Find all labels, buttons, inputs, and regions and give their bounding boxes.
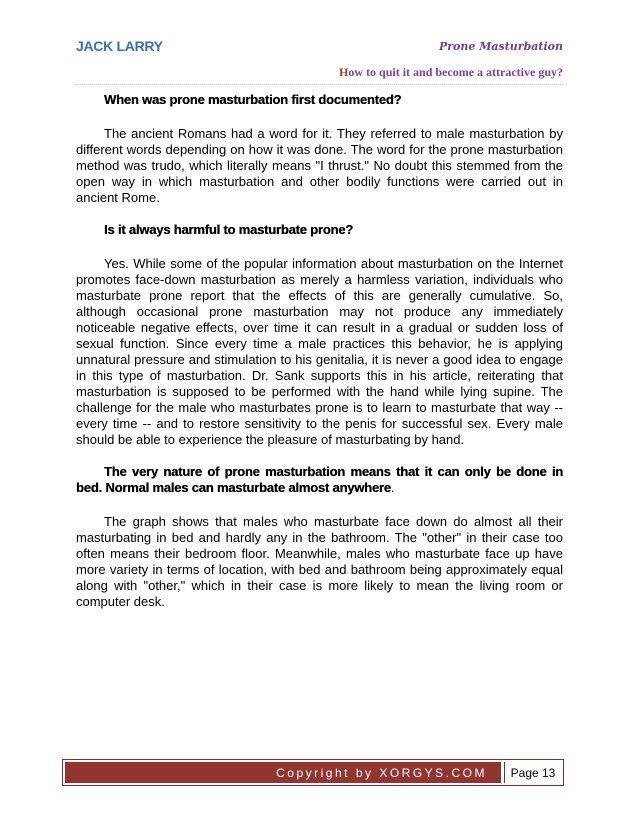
page-number: Page 13 <box>504 762 561 783</box>
header-divider <box>76 84 563 85</box>
section-heading-3 <box>76 464 563 496</box>
page-body <box>76 92 563 626</box>
copyright-banner: Copyright by XORGYS.COM <box>65 762 501 783</box>
book-tagline <box>339 65 563 80</box>
tagline-initial: H <box>339 65 349 79</box>
section-heading-3-text: The very nature of prone masturbation means that it can only be done in bed. Normal males can masturbate almost anywhere <box>76 464 563 495</box>
book-title: Prone Masturbation <box>438 40 563 53</box>
section-paragraph-2: Yes. While some of the popular information about masturbation on the Internet promotes face-down masturbation as merely a harmless variation, individuals who masturbate prone report that the effects of this are generally cumulative. So, although occasional prone masturbation may not produce any immediately noticeable negative effects, over time it can result in a gradual or sudden loss of sexual function. Since every time a male practices this behavior, he is applying unnatural pressure and stimulation to his genitalia, it is never a good idea to engage in this type of masturbation. Dr. Sank supports this in his article, reiterating that masturbation is supposed to be performed with the hand while lying supine. The challenge for the male who masturbates prone is to learn to masturbate that way -- every time -- and to restore sensitivity to the penis for successful sex. Every male should be able to experience the pleasure of masturbating by hand. <box>76 256 563 447</box>
section-paragraph-1: The ancient Romans had a word for it. They referred to male masturbation by different words depending on how it was done. The word for the prone masturbation method was trudo, which literally means "I thrust." No doubt this stemmed from the open way in which masturbation and other bodily functions were carried out in ancient Rome. <box>76 126 563 205</box>
section-heading-1: When was prone masturbation first documented? <box>104 92 402 107</box>
tagline-text: ow to quit it and become a attractive guy? <box>348 65 563 79</box>
section-paragraph-3: The graph shows that males who masturbate face down do almost all their masturbating in bed and hardly any in the bathroom. The "other" in their case too often means their bedroom floor. Meanwhile, males who masturbate face up have more variety in terms of location, with bed and bathroom being approximately equal along with "other," which in their case is more likely to mean the living room or computer desk. <box>76 514 563 609</box>
page-footer <box>62 759 564 786</box>
section-heading-2: Is it always harmful to masturbate prone? <box>104 222 353 237</box>
section-heading-3-period: . <box>390 480 395 495</box>
author-name: JACK LARRY <box>76 38 163 54</box>
